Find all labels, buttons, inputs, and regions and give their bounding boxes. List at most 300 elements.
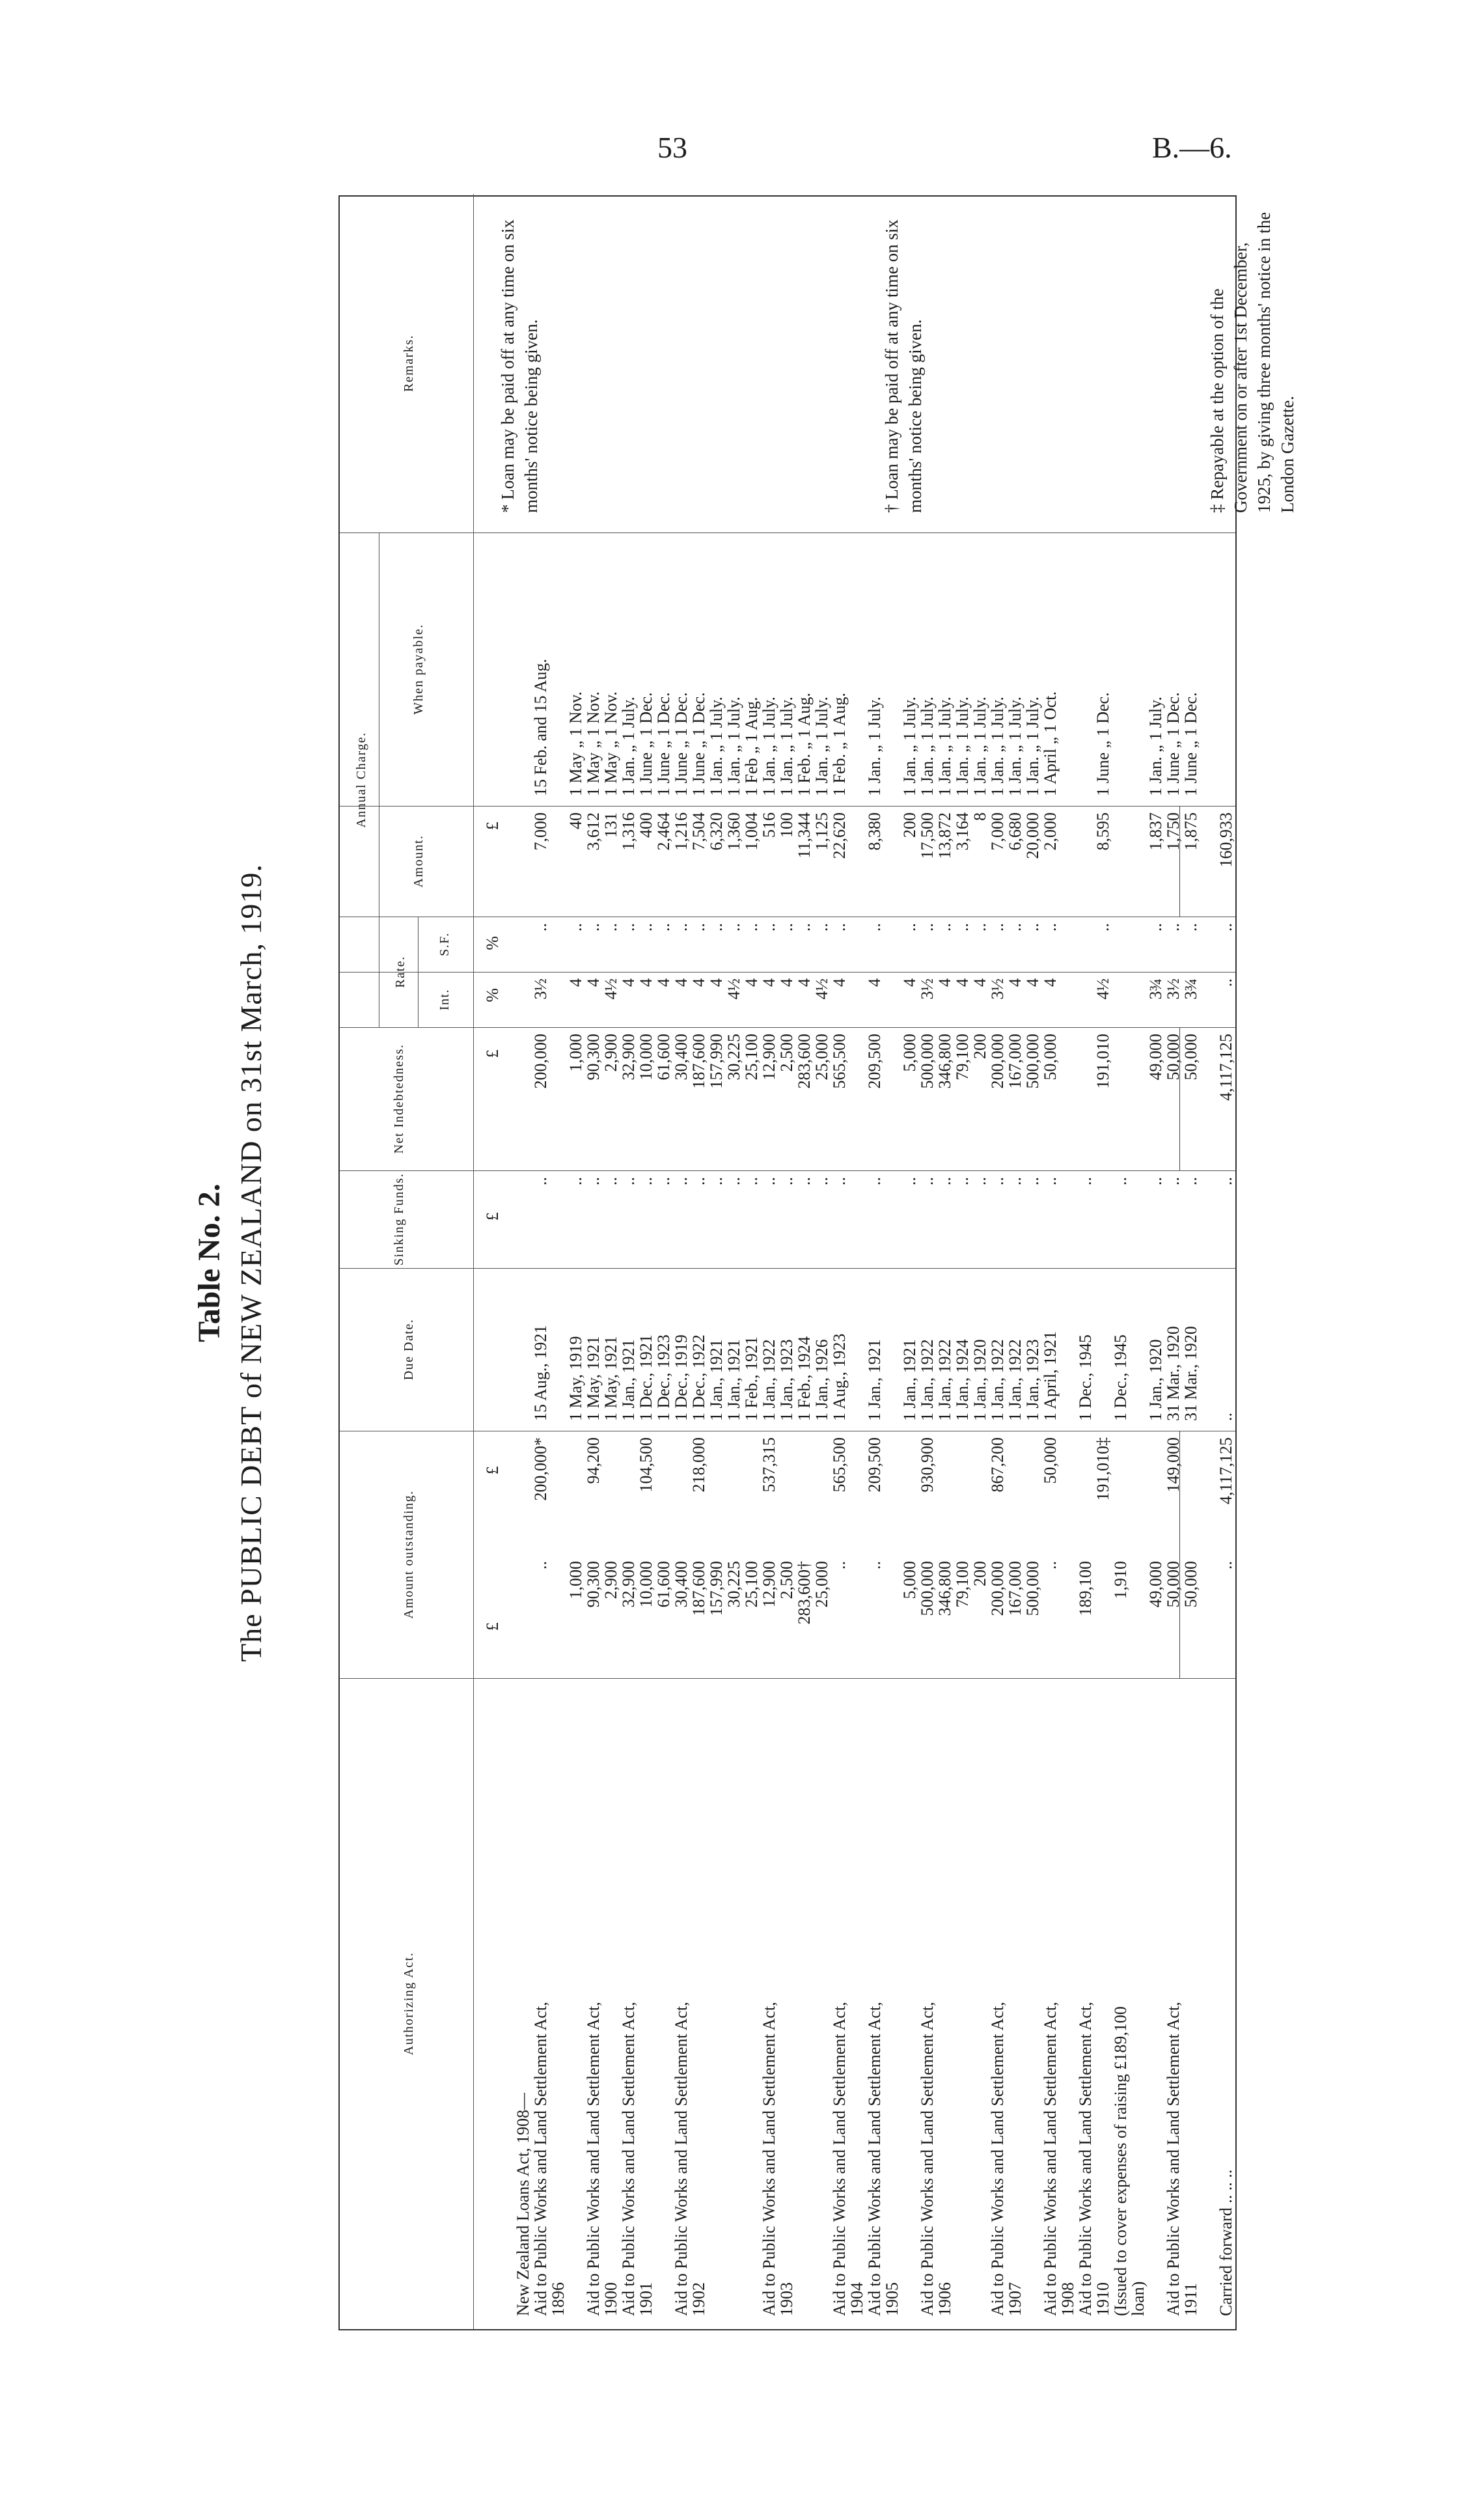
cell-amount-part: .. xyxy=(1216,1561,1235,1569)
cell-net-indebtedness: 200 xyxy=(970,1034,989,1059)
cell-annual-amount: 11,344 xyxy=(795,812,814,859)
cell-annual-amount: 8,595 xyxy=(1093,812,1112,851)
cell-net-indebtedness: 30,225 xyxy=(724,1034,743,1081)
cell-sinking-fund: .. xyxy=(1006,1177,1024,1185)
percent-sign: % xyxy=(483,987,502,1002)
cell-when-payable: 1 Feb „ 1 Aug. xyxy=(742,697,761,796)
cell-amount-part: 25,000 xyxy=(812,1561,831,1608)
cell-net-indebtedness: 2,900 xyxy=(601,1034,620,1072)
cell-when-payable: 1 Jan. „ 1 July. xyxy=(953,697,972,796)
cell-rate-sf: .. xyxy=(935,923,954,932)
cell-net-indebtedness: 61,600 xyxy=(654,1034,673,1081)
cell-due-date: 1 Jan., 1924 xyxy=(953,1339,972,1421)
cell-authorizing-act: Aid to Public Works and Land Settlement Act, xyxy=(1041,2002,1060,2316)
cell-when-payable: 1 Jan. „ 1 July. xyxy=(970,697,989,796)
cell-authorizing-act: Aid to Public Works and Land Settlement Act, xyxy=(865,2002,884,2316)
cell-authorizing-act: loan) xyxy=(1129,2281,1147,2316)
cell-amount-part: 50,000 xyxy=(1181,1561,1200,1608)
cell-when-payable: 1 June „ 1 Dec. xyxy=(672,692,691,796)
cell-rate-int: 4 xyxy=(953,978,972,987)
pound-sign: £ xyxy=(483,1465,502,1475)
cell-sinking-fund: .. xyxy=(830,1177,849,1185)
cell-amount-part: 61,600 xyxy=(654,1561,673,1608)
cell-net-indebtedness: 50,000 xyxy=(1164,1034,1183,1081)
cell-annual-amount: 20,000 xyxy=(1023,812,1042,859)
cell-net-indebtedness: 4,117,125 xyxy=(1216,1034,1235,1101)
cell-amount-part: 200,000 xyxy=(988,1561,1007,1616)
cell-sinking-fund: .. xyxy=(970,1177,989,1185)
cell-net-indebtedness: 346,800 xyxy=(935,1034,954,1089)
cell-amount-part: 90,300 xyxy=(584,1561,603,1608)
cell-sinking-fund: .. xyxy=(760,1177,778,1185)
cell-authorizing-act: 1911 xyxy=(1181,2282,1200,2316)
cell-when-payable: 1 June „ 1 Dec. xyxy=(689,692,708,796)
cell-rate-int: 4 xyxy=(672,978,691,987)
cell-sinking-fund: .. xyxy=(584,1177,603,1185)
cell-when-payable: 15 Feb. and 15 Aug. xyxy=(531,659,550,796)
cell-rate-sf: .. xyxy=(619,923,638,932)
cell-amount-part: .. xyxy=(865,1561,884,1569)
cell-amount-part: 500,000 xyxy=(918,1561,937,1616)
cell-authorizing-act: New Zealand Loans Act, 1908— xyxy=(514,2093,532,2316)
header-remarks: Remarks. xyxy=(402,334,416,393)
cell-when-payable: 1 Feb. „ 1 Aug. xyxy=(830,693,849,796)
cell-rate-int: 3½ xyxy=(918,978,937,1000)
cell-annual-amount: 1,875 xyxy=(1181,812,1200,851)
cell-due-date: 1 Aug., 1923 xyxy=(830,1333,849,1421)
cell-net-indebtedness: 12,900 xyxy=(760,1034,778,1081)
cell-annual-amount: 7,000 xyxy=(531,812,550,851)
pound-sign: £ xyxy=(483,820,502,831)
cell-due-date: 1 Feb., 1921 xyxy=(742,1336,761,1421)
cell-when-payable: 1 Jan. „ 1 July. xyxy=(1006,697,1024,796)
table-title: The PUBLIC DEBT of NEW ZEALAND on 31st March, 1919. xyxy=(234,864,268,1662)
cell-due-date: 1 Jan., 1922 xyxy=(935,1339,954,1421)
cell-sinking-fund: .. xyxy=(918,1177,937,1185)
cell-due-date: 1 Jan., 1922 xyxy=(918,1339,937,1421)
cell-rate-int: 4 xyxy=(865,978,884,987)
document-reference: B.—6. xyxy=(1152,131,1232,164)
table-row xyxy=(1215,197,1237,2329)
cell-net-indebtedness: 209,500 xyxy=(865,1034,884,1089)
cell-rate-int: 4 xyxy=(689,978,708,987)
cell-sinking-fund: .. xyxy=(953,1177,972,1185)
cell-rate-int: 4 xyxy=(1023,978,1042,987)
cell-when-payable: 1 Jan. „ 1 July. xyxy=(707,697,726,796)
cell-authorizing-act: Aid to Public Works and Land Settlement Act, xyxy=(672,2002,691,2316)
cell-rate-sf: .. xyxy=(1181,923,1200,932)
cell-rate-sf: .. xyxy=(795,923,814,932)
cell-amount-part: 200 xyxy=(970,1561,989,1586)
cell-rate-int: 4 xyxy=(1041,978,1060,987)
cell-when-payable: 1 Jan. „ 1 July. xyxy=(812,697,831,796)
cell-sinking-fund: .. xyxy=(935,1177,954,1185)
cell-rate-int: 4 xyxy=(742,978,761,987)
cell-sinking-fund: .. xyxy=(777,1177,796,1185)
cell-rate-int: 4 xyxy=(584,978,603,987)
cell-sinking-fund: .. xyxy=(795,1177,814,1185)
header-amount-outstanding: Amount outstanding. xyxy=(402,1490,416,1619)
cell-amount-part: 5,000 xyxy=(900,1561,919,1599)
cell-when-payable: 1 June „ 1 Dec. xyxy=(1181,692,1200,796)
cell-rate-sf: .. xyxy=(953,923,972,932)
cell-net-indebtedness: 187,600 xyxy=(689,1034,708,1089)
public-debt-table xyxy=(338,195,1297,2330)
cell-rate-int: 3¾ xyxy=(1181,978,1200,1000)
cell-rate-int: 4 xyxy=(935,978,954,987)
cell-rate-int: 4 xyxy=(707,978,726,987)
cell-sinking-fund: .. xyxy=(812,1177,831,1185)
cell-due-date: 1 Jan., 1923 xyxy=(777,1339,796,1421)
cell-annual-amount: 22,620 xyxy=(830,812,849,859)
cell-due-date: 1 Dec., 1945 xyxy=(1111,1334,1130,1421)
cell-rate-sf: .. xyxy=(760,923,778,932)
cell-amount-part: 10,000 xyxy=(637,1561,655,1608)
cell-rate-sf: .. xyxy=(1146,923,1165,932)
cell-due-date: 1 Jan., 1922 xyxy=(1006,1339,1024,1421)
remark-loan-1896: * Loan may be paid off at any time on six months' notice being given. xyxy=(498,219,541,513)
cell-net-indebtedness: 565,500 xyxy=(830,1034,849,1089)
cell-when-payable: 1 May „ 1 Nov. xyxy=(601,691,620,796)
cell-amount-total: 209,500 xyxy=(865,1437,884,1493)
cell-net-indebtedness: 1,000 xyxy=(566,1034,585,1072)
cell-amount-total: 94,200 xyxy=(584,1437,603,1484)
cell-sinking-fund: .. xyxy=(601,1177,620,1185)
cell-amount-part: 32,900 xyxy=(619,1561,638,1608)
cell-due-date: 15 Aug., 1921 xyxy=(531,1325,550,1421)
cell-sinking-fund: .. xyxy=(1076,1177,1095,1185)
remark-loan-1903: † Loan may be paid off at any time on six months' notice being given. xyxy=(882,219,925,513)
cell-amount-part: .. xyxy=(830,1561,849,1569)
cell-due-date: 1 Jan., 1921 xyxy=(900,1339,919,1421)
cell-due-date: 1 Jan., 1920 xyxy=(1146,1339,1165,1421)
cell-due-date: 1 Dec., 1919 xyxy=(672,1334,691,1421)
cell-net-indebtedness: 2,500 xyxy=(777,1034,796,1072)
pound-sign: £ xyxy=(483,1048,502,1058)
cell-when-payable: 1 May „ 1 Nov. xyxy=(584,691,603,796)
cell-amount-total: 149,000 xyxy=(1164,1437,1183,1493)
cell-sinking-fund: .. xyxy=(742,1177,761,1185)
cell-rate-int: 4½ xyxy=(724,978,743,1000)
cell-when-payable: 1 Jan. „ 1 July. xyxy=(900,697,919,796)
cell-rate-sf: .. xyxy=(1041,923,1060,932)
cell-amount-part: 12,900 xyxy=(760,1561,778,1608)
cell-amount-part: 50,000 xyxy=(1164,1561,1183,1608)
cell-net-indebtedness: 50,000 xyxy=(1181,1034,1200,1081)
cell-annual-amount: 516 xyxy=(760,812,778,838)
cell-authorizing-act: 1910 xyxy=(1093,2282,1112,2316)
cell-authorizing-act: Aid to Public Works and Land Settlement Act, xyxy=(619,2002,638,2316)
cell-rate-sf: .. xyxy=(601,923,620,932)
cell-amount-total: 930,900 xyxy=(918,1437,937,1493)
cell-sinking-fund: .. xyxy=(1041,1177,1060,1185)
cell-when-payable: 1 Jan. „ 1 July. xyxy=(760,697,778,796)
cell-when-payable: 1 Jan. „ 1 July. xyxy=(988,697,1007,796)
cell-net-indebtedness: 283,600 xyxy=(795,1034,814,1089)
cell-rate-int: 3½ xyxy=(1164,978,1183,1000)
cell-authorizing-act: 1905 xyxy=(883,2282,901,2316)
cell-due-date: 1 May, 1921 xyxy=(601,1336,620,1421)
cell-rate-sf: .. xyxy=(812,923,831,932)
cell-amount-part: 167,000 xyxy=(1006,1561,1024,1616)
cell-rate-sf: .. xyxy=(637,923,655,932)
cell-authorizing-act: Aid to Public Works and Land Settlement Act, xyxy=(584,2002,603,2316)
header-rate-sf: S.F. xyxy=(437,932,452,956)
cell-net-indebtedness: 200,000 xyxy=(531,1034,550,1089)
cell-net-indebtedness: 167,000 xyxy=(1006,1034,1024,1089)
cell-annual-amount: 7,504 xyxy=(689,812,708,851)
cell-amount-total: 867,200 xyxy=(988,1437,1007,1493)
cell-annual-amount: 3,612 xyxy=(584,812,603,851)
table-titles xyxy=(192,195,268,2330)
cell-rate-sf: .. xyxy=(724,923,743,932)
cell-amount-part: 25,100 xyxy=(742,1561,761,1608)
cell-authorizing-act: 1907 xyxy=(1006,2282,1024,2316)
cell-when-payable: 1 Feb. „ 1 Aug. xyxy=(795,693,814,796)
cell-authorizing-act: Aid to Public Works and Land Settlement Act, xyxy=(1076,2002,1095,2316)
cell-when-payable: 1 Jan. „ 1 July. xyxy=(724,697,743,796)
cell-net-indebtedness: 25,000 xyxy=(812,1034,831,1081)
cell-when-payable xyxy=(1215,536,1237,796)
cell-rate-sf: .. xyxy=(900,923,919,932)
cell-rate-sf: .. xyxy=(689,923,708,932)
cell-due-date: 1 Feb., 1924 xyxy=(795,1336,814,1421)
cell-when-payable: 1 April „ 1 Oct. xyxy=(1041,691,1060,796)
cell-due-date: 1 Jan., 1921 xyxy=(619,1339,638,1421)
cell-when-payable: 1 June „ 1 Dec. xyxy=(654,692,673,796)
cell-rate-int: 4½ xyxy=(1093,978,1112,1000)
cell-sinking-fund: .. xyxy=(637,1177,655,1185)
cell-rate-int: 4 xyxy=(830,978,849,987)
cell-sinking-fund: .. xyxy=(1146,1177,1165,1185)
cell-due-date: 1 Jan., 1921 xyxy=(707,1339,726,1421)
cell-rate-int: 4 xyxy=(654,978,673,987)
cell-rate-int: 3½ xyxy=(988,978,1007,1000)
cell-amount-total: 104,500 xyxy=(637,1437,655,1493)
cell-rate-int: 4 xyxy=(970,978,989,987)
cell-rate-sf: .. xyxy=(672,923,691,932)
cell-net-indebtedness: 79,100 xyxy=(953,1034,972,1081)
cell-net-indebtedness: 200,000 xyxy=(988,1034,1007,1089)
pound-sign: £ xyxy=(483,1211,502,1221)
cell-rate-int: 4 xyxy=(900,978,919,987)
cell-when-payable: 1 June „ 1 Dec. xyxy=(1164,692,1183,796)
header-annual-charge: Annual Charge. xyxy=(354,732,368,828)
cell-amount-part: 283,600† xyxy=(795,1561,814,1625)
cell-authorizing-act: Aid to Public Works and Land Settlement Act, xyxy=(830,2002,849,2316)
cell-amount-part: 2,900 xyxy=(601,1561,620,1599)
cell-due-date: 31 Mar., 1920 xyxy=(1164,1326,1183,1421)
cell-rate-int: 4 xyxy=(619,978,638,987)
cell-sinking-fund: .. xyxy=(1216,1177,1235,1185)
cell-rate-int: 4 xyxy=(795,978,814,987)
cell-amount-part: 30,400 xyxy=(672,1561,691,1608)
cell-sinking-fund: .. xyxy=(672,1177,691,1185)
cell-rate-sf: .. xyxy=(584,923,603,932)
cell-amount-part: 500,000 xyxy=(1023,1561,1042,1616)
pound-sign: £ xyxy=(483,1621,502,1631)
cell-annual-amount: 2,000 xyxy=(1041,812,1060,851)
cell-sinking-fund: .. xyxy=(1164,1177,1183,1185)
cell-sinking-fund: .. xyxy=(689,1177,708,1185)
cell-rate-sf: .. xyxy=(1006,923,1024,932)
cell-rate-int: .. xyxy=(1216,978,1235,987)
cell-annual-amount: 40 xyxy=(566,812,585,829)
cell-annual-amount: 3,164 xyxy=(953,812,972,851)
cell-rate-sf: .. xyxy=(654,923,673,932)
total-rule xyxy=(1179,1431,1180,1678)
cell-sinking-fund: .. xyxy=(566,1177,585,1185)
header-bottom-rule xyxy=(473,194,474,2329)
cell-amount-part: 189,100 xyxy=(1076,1561,1095,1616)
cell-authorizing-act: Aid to Public Works and Land Settlement Act, xyxy=(988,2002,1007,2316)
header-due-date: Due Date. xyxy=(402,1318,416,1381)
cell-annual-amount: 7,000 xyxy=(988,812,1007,851)
cell-rate-int: 4½ xyxy=(601,978,620,1000)
cell-authorizing-act: 1896 xyxy=(549,2282,568,2316)
cell-annual-amount: 400 xyxy=(637,812,655,838)
cell-authorizing-act: Aid to Public Works and Land Settlement Act, xyxy=(1164,2002,1183,2316)
cell-due-date: 1 May, 1919 xyxy=(566,1336,585,1421)
remark-loan-1910: ‡ Repayable at the option of the Government on or after 1st December, 1925, by giving three months' notice in the London Gazette. xyxy=(1207,212,1297,513)
cell-when-payable: 1 Jan. „ 1 July. xyxy=(865,697,884,796)
header-when-payable: When payable. xyxy=(411,624,426,715)
cell-rate-sf: .. xyxy=(830,923,849,932)
cell-net-indebtedness: 32,900 xyxy=(619,1034,638,1081)
cell-due-date: 1 Dec., 1921 xyxy=(637,1334,655,1421)
cell-annual-amount: 1,316 xyxy=(619,812,638,851)
cell-annual-amount: 1,216 xyxy=(672,812,691,851)
cell-authorizing-act: 1902 xyxy=(689,2282,708,2316)
cell-annual-amount: 13,872 xyxy=(935,812,954,859)
cell-annual-amount: 1,004 xyxy=(742,812,761,851)
cell-sinking-fund: .. xyxy=(900,1177,919,1185)
cell-authorizing-act: Carried forward .. .. .. xyxy=(1216,2169,1235,2316)
cell-rate-sf: .. xyxy=(970,923,989,932)
cell-due-date: 31 Mar., 1920 xyxy=(1181,1326,1200,1421)
cell-annual-amount: 100 xyxy=(777,812,796,838)
cell-amount-part: .. xyxy=(1041,1561,1060,1569)
cell-rate-sf: .. xyxy=(1093,923,1112,932)
cell-due-date: 1 Dec., 1922 xyxy=(689,1334,708,1421)
header-sinking-funds: Sinking Funds. xyxy=(392,1172,406,1266)
cell-amount-part: 1,910 xyxy=(1111,1561,1130,1599)
cell-annual-amount: 200 xyxy=(900,812,919,838)
cell-rate-sf: .. xyxy=(742,923,761,932)
cell-rate-int: 4½ xyxy=(812,978,831,1000)
cell-annual-amount: 6,320 xyxy=(707,812,726,851)
cell-rate-sf: .. xyxy=(707,923,726,932)
cell-annual-amount: 17,500 xyxy=(918,812,937,859)
page-number: 53 xyxy=(657,131,687,164)
cell-amount-total: 537,315 xyxy=(760,1437,778,1493)
cell-amount-part: 30,225 xyxy=(724,1561,743,1608)
header-rate-int: Int. xyxy=(437,988,452,1011)
cell-rate-sf: .. xyxy=(531,923,550,932)
cell-rate-int: 3¾ xyxy=(1146,978,1165,1000)
cell-due-date: 1 Jan., 1922 xyxy=(760,1339,778,1421)
total-rule xyxy=(1179,806,1180,917)
cell-due-date: 1 May, 1921 xyxy=(584,1336,603,1421)
cell-amount-total: 565,500 xyxy=(830,1437,849,1493)
cell-net-indebtedness: 191,010 xyxy=(1093,1034,1112,1089)
cell-rate-int: 4 xyxy=(566,978,585,987)
cell-amount-total: 200,000* xyxy=(531,1437,550,1501)
cell-annual-amount: 1,360 xyxy=(724,812,743,851)
cell-due-date: 1 Jan., 1926 xyxy=(812,1339,831,1421)
cell-sinking-fund: .. xyxy=(988,1177,1007,1185)
cell-amount-part: 1,000 xyxy=(566,1561,585,1599)
cell-rate-sf: .. xyxy=(777,923,796,932)
rotated-table-region xyxy=(192,195,1297,2330)
cell-rate-int: 4 xyxy=(1006,978,1024,987)
cell-when-payable: 1 June „ 1 Dec. xyxy=(637,692,655,796)
cell-net-indebtedness: 49,000 xyxy=(1146,1034,1165,1081)
cell-amount-part: .. xyxy=(531,1561,550,1569)
cell-amount-total: 4,117,125 xyxy=(1216,1437,1235,1505)
cell-amount-total: 50,000 xyxy=(1041,1437,1060,1484)
header-net-indebtedness: Net Indebtedness. xyxy=(392,1043,406,1154)
cell-amount-part: 79,100 xyxy=(953,1561,972,1608)
cell-authorizing-act: 1901 xyxy=(637,2282,655,2316)
cell-when-payable: 1 Jan. „ 1 July. xyxy=(1023,697,1042,796)
cell-authorizing-act: Aid to Public Works and Land Settlement Act, xyxy=(531,2002,550,2316)
cell-due-date: 1 Jan., 1921 xyxy=(724,1339,743,1421)
cell-net-indebtedness: 50,000 xyxy=(1041,1034,1060,1081)
cell-due-date: 1 Jan., 1920 xyxy=(970,1339,989,1421)
cell-rate-int: 3½ xyxy=(531,978,550,1000)
cell-annual-amount: 160,933 xyxy=(1216,812,1235,868)
cell-rate-int: 4 xyxy=(760,978,778,987)
cell-net-indebtedness: 157,990 xyxy=(707,1034,726,1089)
cell-net-indebtedness: 90,300 xyxy=(584,1034,603,1081)
cell-rate-int: 4 xyxy=(637,978,655,987)
cell-due-date: 1 Dec., 1945 xyxy=(1076,1334,1095,1421)
cell-annual-amount: 1,125 xyxy=(812,812,831,851)
cell-rate-sf: .. xyxy=(1164,923,1183,932)
cell-sinking-fund: .. xyxy=(1111,1177,1130,1185)
cell-sinking-fund: .. xyxy=(1181,1177,1200,1185)
cell-authorizing-act: 1908 xyxy=(1058,2282,1077,2316)
cell-authorizing-act: 1904 xyxy=(847,2282,866,2316)
cell-sinking-fund: .. xyxy=(619,1177,638,1185)
cell-authorizing-act: Aid to Public Works and Land Settlement Act, xyxy=(918,2002,937,2316)
table-number: Table No. 2. xyxy=(192,1183,227,1342)
cell-net-indebtedness: 10,000 xyxy=(637,1034,655,1081)
cell-sinking-fund: .. xyxy=(724,1177,743,1185)
cell-when-payable: 1 Jan. „ 1 July. xyxy=(918,697,937,796)
cell-due-date: 1 Jan., 1921 xyxy=(865,1339,884,1421)
cell-amount-part: 346,800 xyxy=(935,1561,954,1616)
cell-rate-sf: .. xyxy=(1216,923,1235,932)
cell-annual-amount: 2,464 xyxy=(654,812,673,851)
cell-net-indebtedness: 500,000 xyxy=(1023,1034,1042,1089)
cell-due-date: 1 Jan., 1922 xyxy=(988,1339,1007,1421)
cell-rate-int: 4 xyxy=(777,978,796,987)
cell-net-indebtedness: 5,000 xyxy=(900,1034,919,1072)
cell-sinking-fund: .. xyxy=(654,1177,673,1185)
cell-authorizing-act: Aid to Public Works and Land Settlement Act, xyxy=(760,2002,778,2316)
cell-due-date: 1 Dec., 1923 xyxy=(654,1334,673,1421)
cell-amount-part: 187,600 xyxy=(689,1561,708,1616)
cell-amount-part: 2,500 xyxy=(777,1561,796,1599)
cell-when-payable: 1 Jan. „ 1 July. xyxy=(935,697,954,796)
cell-net-indebtedness: 500,000 xyxy=(918,1034,937,1089)
cell-sinking-fund: .. xyxy=(1023,1177,1042,1185)
cell-annual-amount: 1,750 xyxy=(1164,812,1183,851)
cell-authorizing-act: 1903 xyxy=(777,2282,796,2316)
cell-rate-sf: .. xyxy=(865,923,884,932)
